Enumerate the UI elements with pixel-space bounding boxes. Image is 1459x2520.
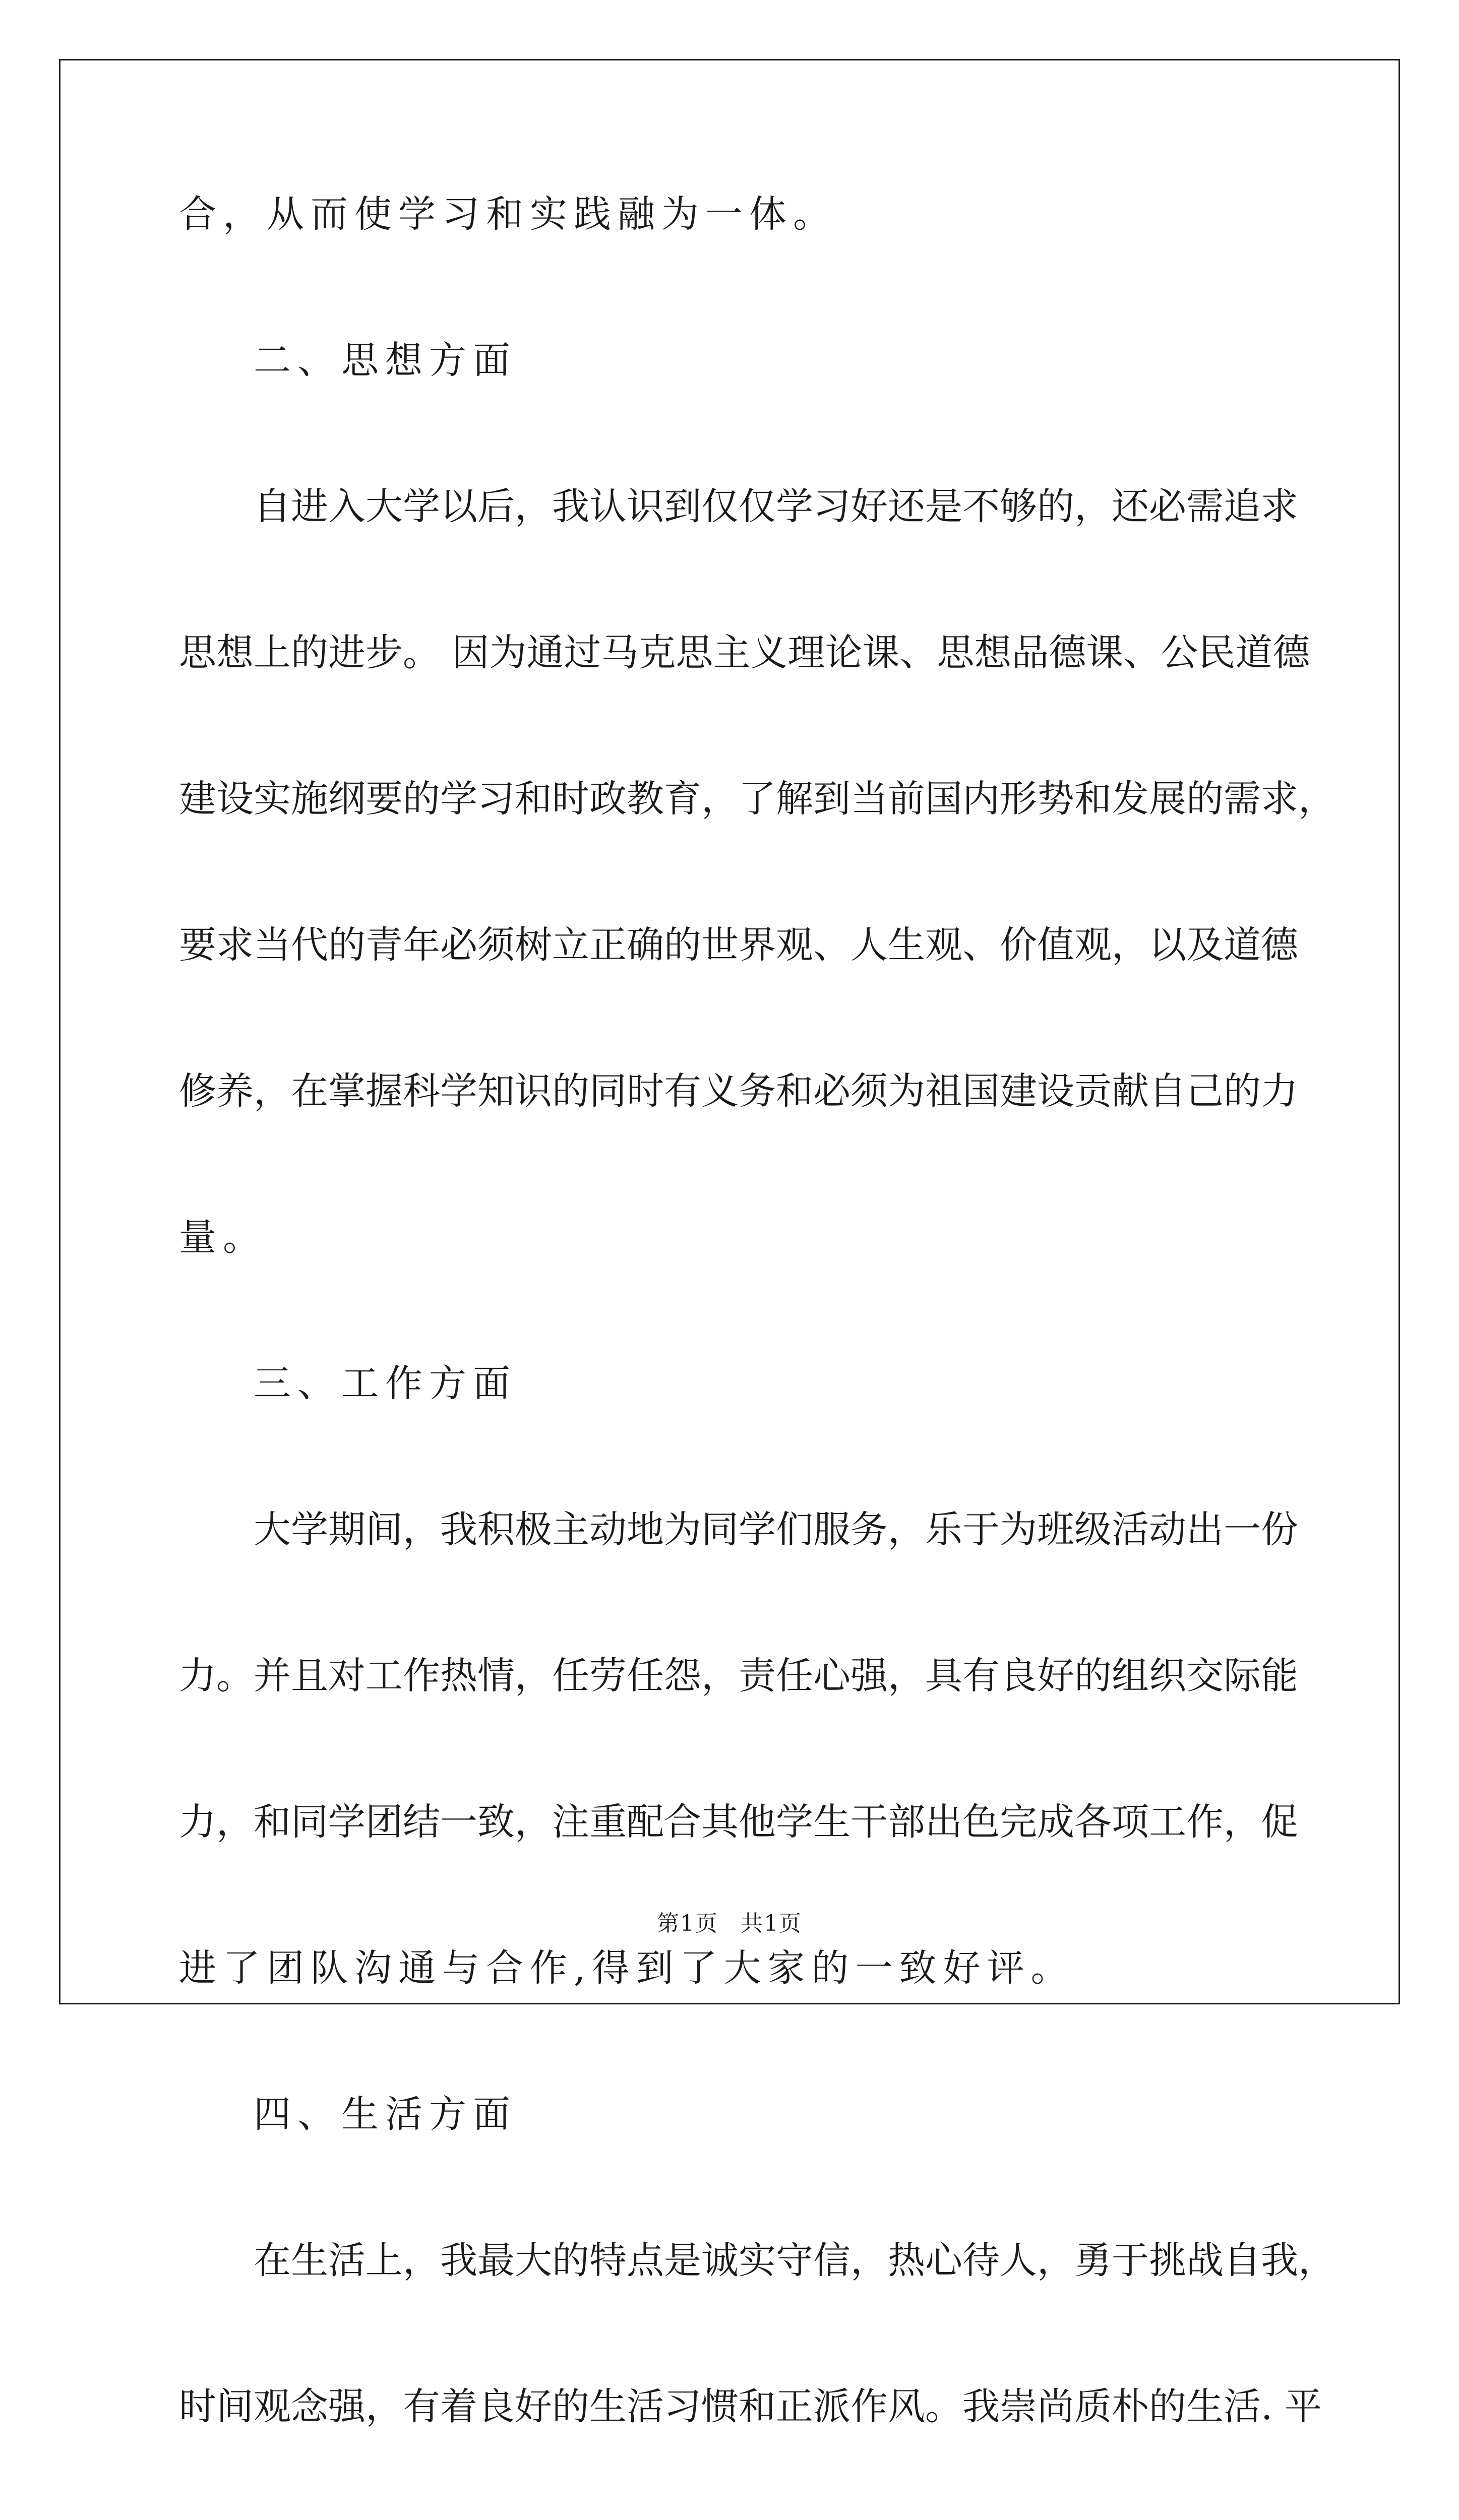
text-line-3: 自进入大学以后，我认识到仅仅学习好还是不够的，还必需追求 [254, 485, 1298, 528]
text-line-5: 建设实施纲要的学习和时政教育，了解到当前国内形势和发展的需求， [179, 777, 1335, 821]
text-line-1: 合，从而使学习和实践融为一体。 [179, 193, 837, 236]
text-line-8: 量。 [179, 1216, 267, 1259]
total-pages: 共1页 [741, 1911, 802, 1936]
text-line-16: 时间观念强，有着良好的生活习惯和正派作风。我崇尚质朴的生活. 平 [179, 2385, 1322, 2428]
page-number: 第1页 [657, 1911, 718, 1936]
text-line-10: 大学期间，我积极主动地为同学们服务，乐于为班级活动出一份 [254, 1508, 1298, 1551]
text-line-7: 修养，在掌握科学知识的同时有义务和必须为祖国建设贡献自己的力 [179, 1069, 1298, 1113]
text-line-15: 在生活上，我最大的特点是诚实守信，热心待人，勇于挑战自我， [254, 2239, 1335, 2282]
section-heading-work: 三、工作方面 [254, 1362, 517, 1405]
page-footer [0, 1905, 1459, 1937]
section-heading-life: 四、生活方面 [254, 2093, 517, 2136]
text-line-11: 力。并且对工作热情，任劳任怨，责任心强，具有良好的组织交际能 [179, 1654, 1298, 1697]
document-body [179, 193, 1335, 2520]
text-line-6: 要求当代的青年必须树立正确的世界观、人生观、价值观，以及道德 [179, 923, 1298, 967]
section-heading-thought: 二、思想方面 [254, 339, 517, 382]
text-line-13: 进了团队沟通与合作,得到了大家的一致好评。 [179, 1946, 1075, 1990]
text-line-4: 思想上的进步。 因为通过马克思主义理论课、思想品德课、公民道德 [179, 631, 1310, 674]
text-line-12: 力，和同学团结一致，注重配合其他学生干部出色完成各项工作，促 [179, 1800, 1298, 1844]
